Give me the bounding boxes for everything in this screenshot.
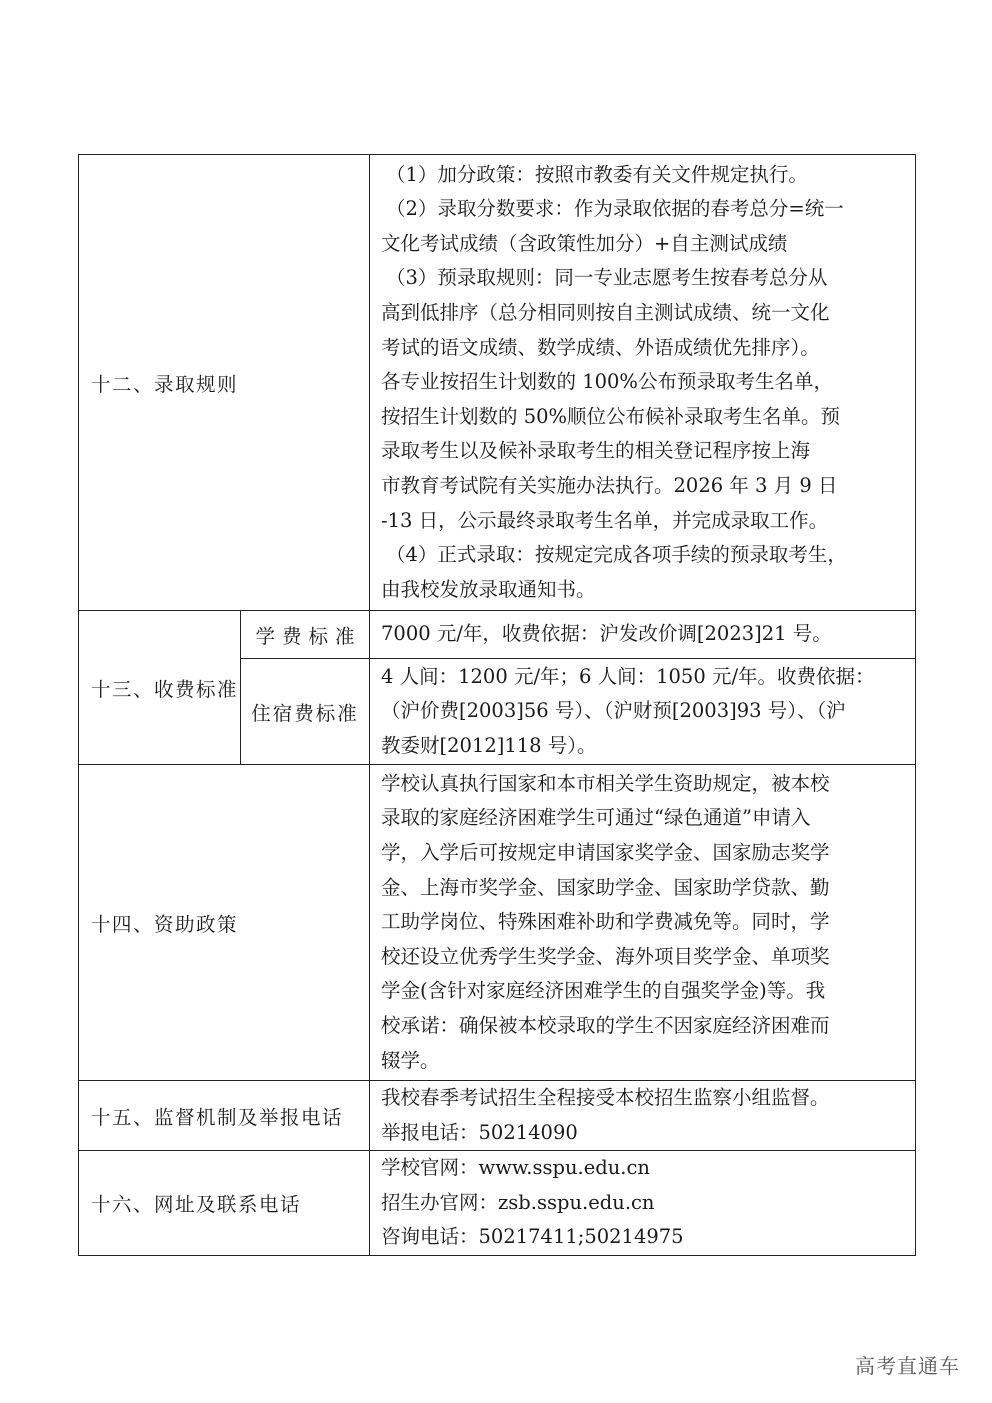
text-line: 考试的语文成绩、数学成绩、外语成绩优先排序）。 bbox=[381, 335, 820, 359]
text-line: 7000 元/年，收费依据：沪发改价调[2023]21 号。 bbox=[381, 622, 832, 646]
accommodation-label: 住宿费标准 bbox=[241, 659, 370, 765]
text-line: 教委财[2012]118 号）。 bbox=[381, 733, 597, 757]
contact-content bbox=[370, 1151, 916, 1256]
admission-policy-table bbox=[78, 154, 916, 1256]
row-tuition bbox=[79, 611, 916, 659]
text-line: 我校春季考试招生全程接受本校招生监察小组监督。 bbox=[381, 1086, 830, 1109]
text-line: 录取考生以及候补录取考生的相关登记程序按上海 bbox=[381, 439, 811, 463]
text-line: 学金(含针对家庭经济困难学生的自强奖学金)等。我 bbox=[381, 979, 826, 1003]
row-admission-rules bbox=[79, 155, 916, 611]
fees-label: 十三、收费标准 bbox=[79, 611, 241, 765]
financial-aid-label: 十四、资助政策 bbox=[79, 765, 370, 1081]
supervision-label: 十五、监督机制及举报电话 bbox=[79, 1081, 370, 1151]
tuition-label: 学费标准 bbox=[241, 611, 370, 659]
text-line: 4 人间：1200 元/年；6 人间：1050 元/年。收费依据： bbox=[381, 664, 875, 688]
text-line: 录取的家庭经济困难学生可通过“绿色通道”申请入 bbox=[381, 806, 811, 830]
text-line: （沪价费[2003]56 号）、（沪财预[2003]93 号）、（沪 bbox=[381, 699, 846, 723]
accommodation-content bbox=[370, 659, 916, 765]
text-line: 高到低排序（总分相同则按自主测试成绩、统一文化 bbox=[381, 301, 830, 325]
row-contact bbox=[79, 1151, 916, 1256]
inquiry-phone: 咨询电话：50217411;50214975 bbox=[381, 1225, 684, 1249]
text-line: 工助学岗位、特殊困难补助和学费减免等。同时，学 bbox=[381, 910, 830, 934]
text-line: 由我校发放录取通知书。 bbox=[381, 577, 596, 601]
row-financial-aid bbox=[79, 765, 916, 1081]
text-line: 校还设立优秀学生奖学金、海外项目奖学金、单项奖 bbox=[381, 944, 830, 968]
row-supervision bbox=[79, 1081, 916, 1151]
text-line: 学校认真执行国家和本市相关学生资助规定，被本校 bbox=[381, 771, 830, 795]
financial-aid-content bbox=[370, 765, 916, 1081]
admission-rules-content bbox=[370, 155, 916, 611]
text-line: 金、上海市奖学金、国家助学金、国家助学贷款、勤 bbox=[381, 875, 830, 899]
tuition-content bbox=[370, 611, 916, 659]
text-line: 文化考试成绩（含政策性加分）+自主测试成绩 bbox=[381, 231, 788, 255]
text-line: 学，入学后可按规定申请国家奖学金、国家励志奖学 bbox=[381, 841, 830, 865]
text-line: -13 日，公示最终录取考生名单，并完成录取工作。 bbox=[381, 508, 829, 532]
report-phone: 举报电话：50214090 bbox=[381, 1120, 578, 1144]
contact-label: 十六、网址及联系电话 bbox=[79, 1151, 370, 1256]
text-line: 辍学。 bbox=[381, 1048, 440, 1072]
text-line: （1）加分政策：按照市教委有关文件规定执行。 bbox=[386, 162, 808, 186]
admission-rules-label: 十二、录取规则 bbox=[79, 155, 370, 611]
text-line: 校承诺：确保被本校录取的学生不因家庭经济困难而 bbox=[381, 1013, 830, 1037]
text-line: 市教育考试院有关实施办法执行。2026 年 3 月 9 日 bbox=[381, 473, 838, 497]
text-line: （2）录取分数要求：作为录取依据的春考总分=统一 bbox=[386, 197, 844, 221]
watermark-text: 高考直通车 bbox=[855, 1354, 960, 1378]
school-website: 学校官网：www.sspu.edu.cn bbox=[381, 1156, 650, 1180]
supervision-content bbox=[370, 1081, 916, 1151]
text-line: （4）正式录取：按规定完成各项手续的预录取考生， bbox=[386, 543, 847, 567]
text-line: （3）预录取规则：同一专业志愿考生按春考总分从 bbox=[386, 266, 828, 290]
text-line: 按招生计划数的 50%顺位公布候补录取考生名单。预 bbox=[381, 404, 841, 428]
text-line: 各专业按招生计划数的 100%公布预录取考生名单， bbox=[381, 370, 833, 394]
admissions-website: 招生办官网：zsb.sspu.edu.cn bbox=[381, 1190, 655, 1214]
